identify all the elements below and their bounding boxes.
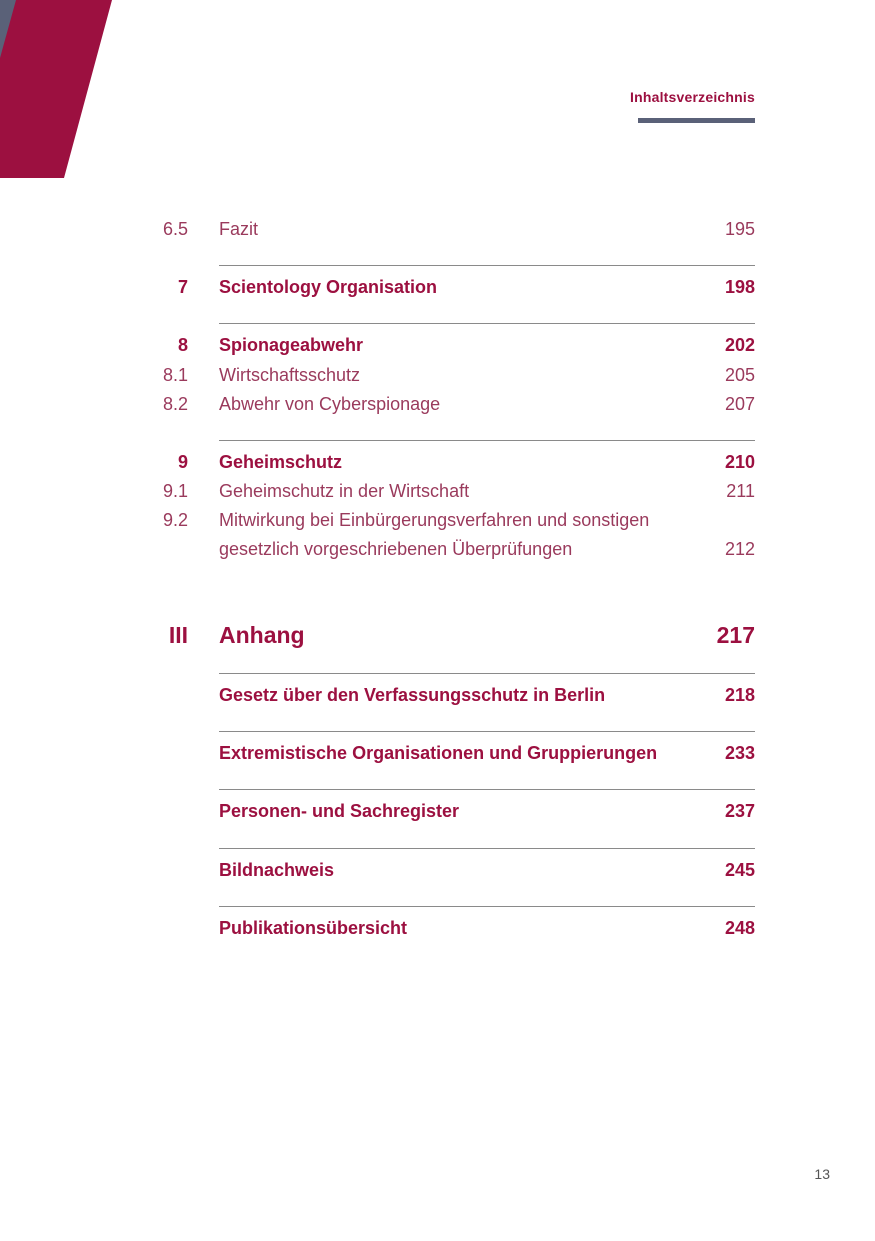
entry-number: 9.2 [162, 510, 188, 530]
entry-page: 233 [724, 743, 755, 763]
toc-entry[interactable] [0, 448, 875, 476]
entry-page: 207 [724, 394, 755, 414]
toc-entry[interactable] [0, 390, 875, 418]
part-title: Anhang [219, 622, 305, 648]
toc-entry[interactable] [0, 506, 875, 534]
divider [219, 789, 755, 790]
toc-entry[interactable] [0, 914, 875, 942]
entry-title: Abwehr von Cyberspionage [219, 394, 441, 414]
part-page: 217 [716, 622, 755, 648]
entry-page: 248 [724, 918, 755, 938]
entry-number: 8.2 [162, 394, 188, 414]
entry-page: 237 [724, 801, 755, 821]
toc-part-entry[interactable] [0, 618, 875, 652]
entry-title: Gesetz über den Verfassungsschutz in Berlin [219, 685, 606, 705]
section-header: Inhaltsverzeichnis [630, 89, 755, 105]
entry-page: 212 [724, 539, 755, 559]
entry-title: Geheimschutz [219, 452, 343, 472]
entry-title: Fazit [219, 219, 259, 239]
divider [219, 848, 755, 849]
divider [219, 440, 755, 441]
divider [219, 731, 755, 732]
toc-entry[interactable] [0, 273, 875, 301]
entry-title: Extremistische Organisationen und Gruppierungen [219, 743, 658, 763]
entry-title: Scientology Organisation [219, 277, 438, 297]
entry-page: 218 [724, 685, 755, 705]
page-number: 13 [814, 1166, 830, 1182]
divider [219, 323, 755, 324]
toc-entry[interactable] [0, 477, 875, 505]
entry-title: Bildnachweis [219, 860, 335, 880]
entry-title: Mitwirkung bei Einbürgerungsverfahren und sonstigen [219, 510, 650, 530]
divider [219, 673, 755, 674]
entry-page: 245 [724, 860, 755, 880]
entry-page: 211 [726, 481, 755, 501]
toc-entry[interactable] [0, 797, 875, 825]
entry-page: 205 [724, 365, 755, 385]
entry-title: Geheimschutz in der Wirtschaft [219, 481, 470, 501]
entry-page: 195 [724, 219, 755, 239]
entry-title: Personen- und Sachregister [219, 801, 460, 821]
header-underline-bar [638, 118, 755, 123]
entry-page: 202 [724, 335, 755, 355]
entry-title: Wirtschaftsschutz [219, 365, 361, 385]
part-number: III [168, 622, 188, 648]
divider [219, 906, 755, 907]
toc-entry-continuation[interactable] [0, 535, 875, 563]
toc-entry[interactable] [0, 331, 875, 359]
divider [219, 265, 755, 266]
entry-title-continued: gesetzlich vorgeschriebenen Überprüfungen [219, 539, 573, 559]
entry-number: 8.1 [162, 365, 188, 385]
corner-decoration [0, 0, 120, 180]
entry-page: 198 [724, 277, 755, 297]
toc-entry[interactable] [0, 739, 875, 767]
toc-entry[interactable] [0, 215, 875, 243]
entry-number: 9.1 [162, 481, 188, 501]
entry-number: 8 [177, 335, 188, 355]
entry-title: Spionageabwehr [219, 335, 364, 355]
entry-number: 6.5 [162, 219, 188, 239]
entry-title: Publikationsübersicht [219, 918, 408, 938]
entry-page: 210 [724, 452, 755, 472]
toc-entry[interactable] [0, 681, 875, 709]
toc-entry[interactable] [0, 361, 875, 389]
toc-entry[interactable] [0, 856, 875, 884]
entry-number: 9 [177, 452, 188, 472]
entry-number: 7 [177, 277, 188, 297]
